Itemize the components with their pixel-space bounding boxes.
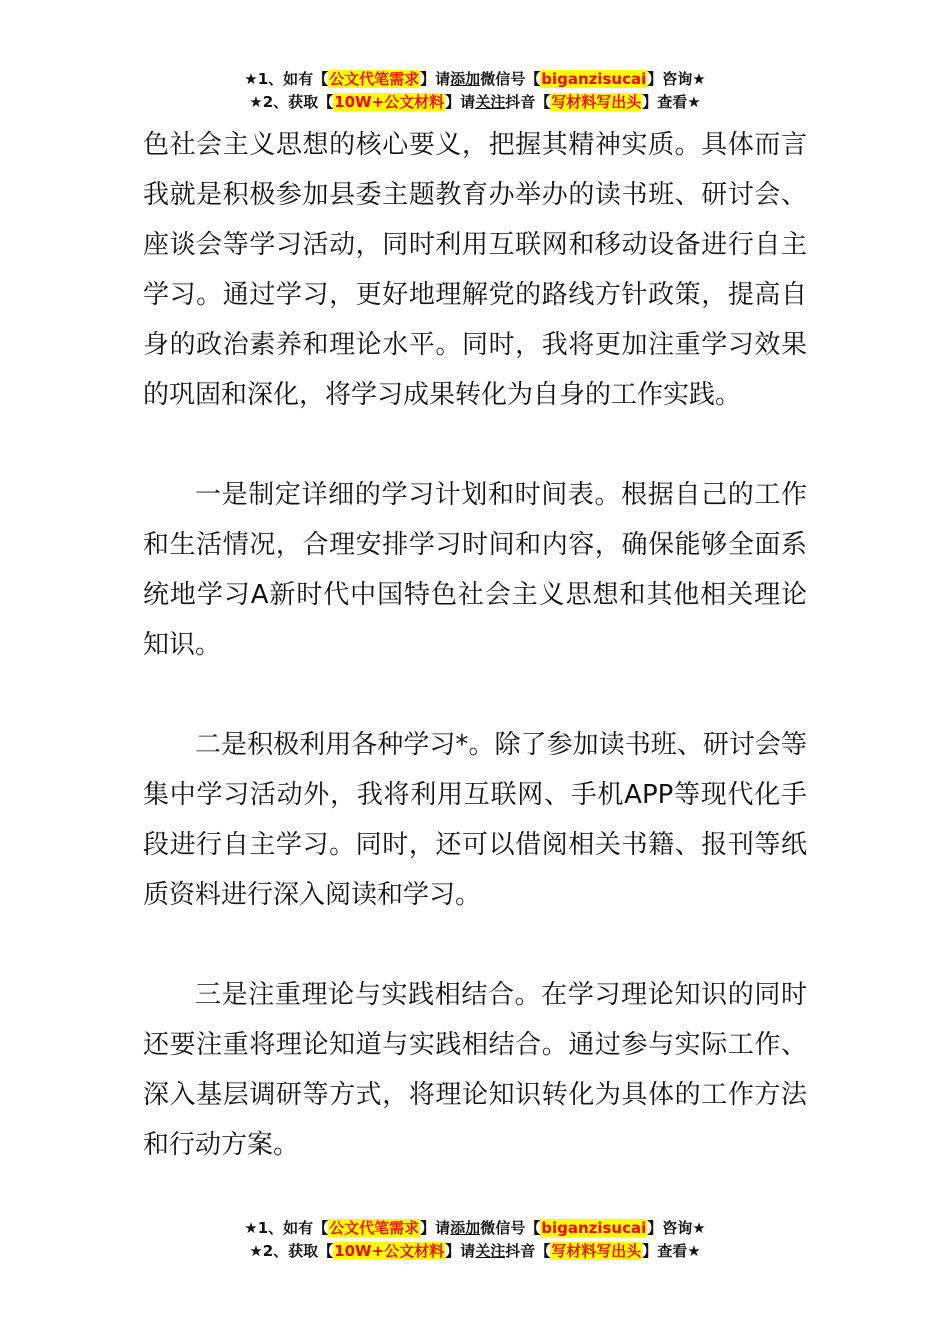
highlight-text: 公文代笔需求 xyxy=(329,70,420,88)
star-icon: ★ xyxy=(244,1219,258,1237)
underlined-text: 关注 xyxy=(475,1242,506,1260)
star-icon: ★ xyxy=(692,70,706,88)
underlined-text: 添加 xyxy=(450,70,481,88)
highlight-text: 公文代笔需求 xyxy=(329,1219,420,1237)
underlined-text: 添加 xyxy=(450,1219,481,1237)
banner-text: 1、如有【 xyxy=(257,1219,329,1237)
banner-text: 1、如有【 xyxy=(257,70,329,88)
banner-text: 2、获取【 xyxy=(262,1242,334,1260)
banner-text: 】查看 xyxy=(642,1242,688,1260)
banner-text: 】咨询 xyxy=(647,70,693,88)
banner-text: 】请 xyxy=(420,70,451,88)
banner-line-2 xyxy=(0,1240,950,1263)
banner-text: 】咨询 xyxy=(647,1219,693,1237)
banner-text: 微信号【 xyxy=(480,70,541,88)
paragraph: 一是制定详细的学习计划和时间表。根据自己的工作和生活情况，合理安排学习时间和内容，确保能够全面系统地学习A新时代中国特色社会主义思想和其他相关理论知识。 xyxy=(143,480,807,660)
star-icon: ★ xyxy=(687,1242,701,1260)
banner-line-2 xyxy=(0,91,950,114)
star-icon: ★ xyxy=(687,93,701,111)
banner-text: 】查看 xyxy=(642,93,688,111)
banner-text: 】请 xyxy=(420,1219,451,1237)
highlight-text: 10W+公文材料 xyxy=(334,1242,445,1260)
highlight-text: 写材料写出头 xyxy=(551,1242,642,1260)
footer-banner xyxy=(0,1217,950,1263)
highlight-text: biganzisucai xyxy=(541,70,647,88)
paragraph: 色社会主义思想的核心要义，把握其精神实质。具体而言我就是积极参加县委主题教育办举办的读书班、研讨会、座谈会等学习活动，同时利用互联网和移动设备进行自主学习。通过学习，更好地理解党的路线方针政策，提高自身的政治素养和理论水平。同时，我将更加注重学习效果的巩固和深化，将学习成果转化为自身的工作实践。 xyxy=(143,130,807,410)
banner-text: 微信号【 xyxy=(480,1219,541,1237)
header-banner xyxy=(0,68,950,114)
banner-text: 】请 xyxy=(445,93,476,111)
banner-text: 抖音【 xyxy=(505,93,551,111)
underlined-text: 关注 xyxy=(475,93,506,111)
star-icon: ★ xyxy=(244,70,258,88)
highlight-text: biganzisucai xyxy=(541,1219,647,1237)
highlight-text: 10W+公文材料 xyxy=(334,93,445,111)
banner-line-1 xyxy=(0,68,950,91)
banner-line-1 xyxy=(0,1217,950,1240)
document-body xyxy=(143,120,807,1170)
banner-text: 2、获取【 xyxy=(262,93,334,111)
paragraph: 三是注重理论与实践相结合。在学习理论知识的同时还要注重将理论知道与实践相结合。通过参与实际工作、深入基层调研等方式，将理论知识转化为具体的工作方法和行动方案。 xyxy=(143,980,807,1160)
star-icon: ★ xyxy=(692,1219,706,1237)
star-icon: ★ xyxy=(249,1242,263,1260)
highlight-text: 写材料写出头 xyxy=(551,93,642,111)
paragraph: 二是积极利用各种学习*。除了参加读书班、研讨会等集中学习活动外，我将利用互联网、手机APP等现代化手段进行自主学习。同时，还可以借阅相关书籍、报刊等纸质资料进行深入阅读和学习。 xyxy=(143,730,807,910)
banner-text: 】请 xyxy=(445,1242,476,1260)
banner-text: 抖音【 xyxy=(505,1242,551,1260)
star-icon: ★ xyxy=(249,93,263,111)
